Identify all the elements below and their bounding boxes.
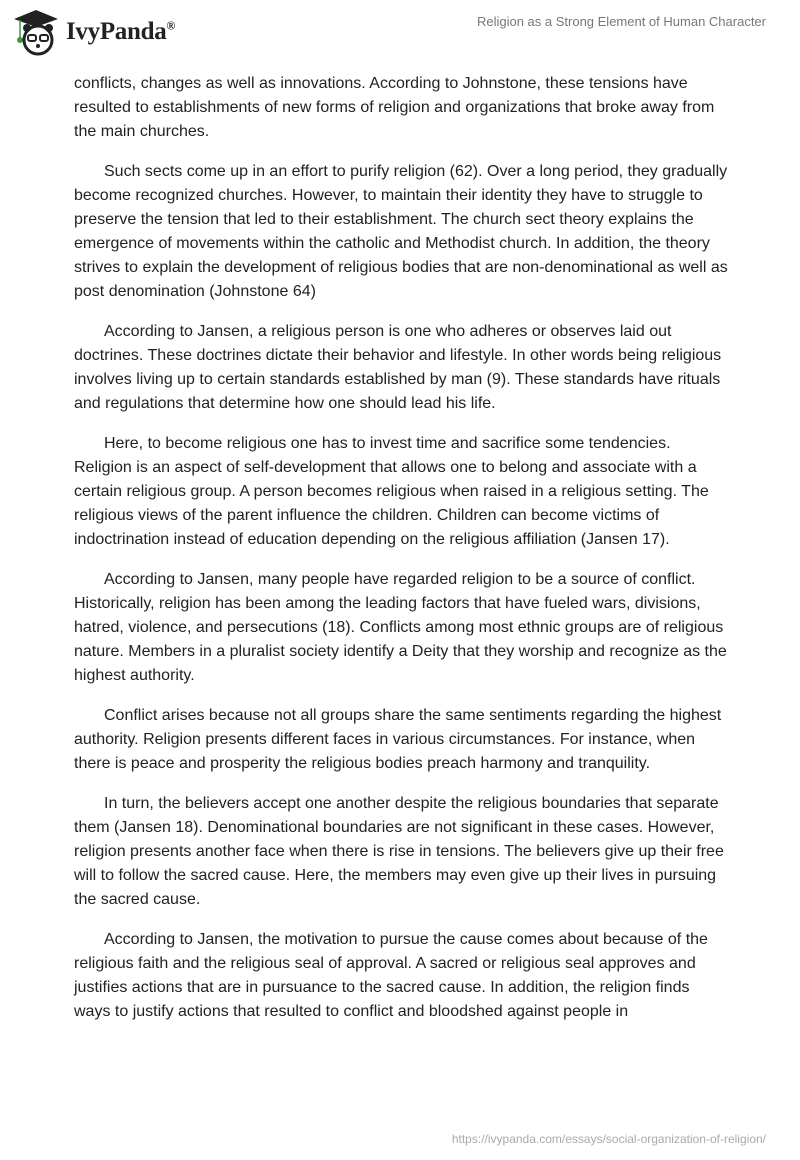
- source-url[interactable]: https://ivypanda.com/essays/social-organization-of-religion/: [451, 1132, 766, 1146]
- ivypanda-logo[interactable]: [12, 8, 175, 56]
- paragraph: Here, to become religious one has to invest time and sacrifice some tendencies. Religion is an aspect of self-development that allows one to belong and associate with a certain religious group. A person becomes religious when raised in a religious setting. The religious views of the parent influence the children. Children can become victims of indoctrination instead of education depending on the religious affiliation (Jansen 17).: [74, 435, 709, 548]
- paragraph: conflicts, changes as well as innovations. According to Johnstone, these tensions have resulted to establishments of new forms of religion and organizations that broke away from the main churches.: [74, 75, 715, 140]
- panda-graduate-icon: [12, 8, 60, 56]
- paragraph: In turn, the believers accept one another despite the religious boundaries that separate them (Jansen 18). Denominational boundaries are not significant in these cases. However, religion presents another face when there is rise in tensions. The believers give up their free will to follow the sacred cause. Here, the members may even give up their lives in pursuing the sacred cause.: [74, 795, 724, 908]
- paragraph: According to Jansen, many people have regarded religion to be a source of conflict. Historically, religion has been among the leading factors that have fueled wars, divisions, hatred, violence, and persecutions (18). Conflicts among most ethnic groups are of religious nature. Members in a pluralist society identify a Deity that they worship and recognize as the highest authority.: [74, 571, 727, 684]
- paragraph: According to Jansen, a religious person is one who adheres or observes laid out doctrines. These doctrines dictate their behavior and lifestyle. In other words being religious involves living up to certain standards established by man (9). These standards have rituals and regulations that determine how one should lead his life.: [74, 323, 722, 412]
- paragraph: Such sects come up in an effort to purify religion (62). Over a long period, they gradually become recognized churches. However, to maintain their identity they have to struggle to preserve the tension that led to their establishment. The church sect theory explains the emergence of movements within the catholic and Methodist church. In addition, the theory strives to explain the development of religious bodies that are non-denominational as well as post denomination (Johnstone 64): [74, 163, 728, 300]
- logo-text: IvyPanda®: [66, 18, 176, 45]
- document-title: Religion as a Strong Element of Human Character: [476, 14, 766, 29]
- paragraph: According to Jansen, the motivation to pursue the cause comes about because of the religious faith and the religious seal of approval. A sacred or religious seal approves and justifies actions that are in pursuance to the sacred cause. In addition, the religion finds ways to justify actions that resulted to conflict and bloodshed against people in: [74, 931, 708, 1020]
- essay-body: [74, 72, 728, 1040]
- paragraph: Conflict arises because not all groups share the same sentiments regarding the highest authority. Religion presents different faces in various circumstances. For instance, when there is peace and prosperity the religious bodies preach harmony and tranquility.: [74, 707, 722, 772]
